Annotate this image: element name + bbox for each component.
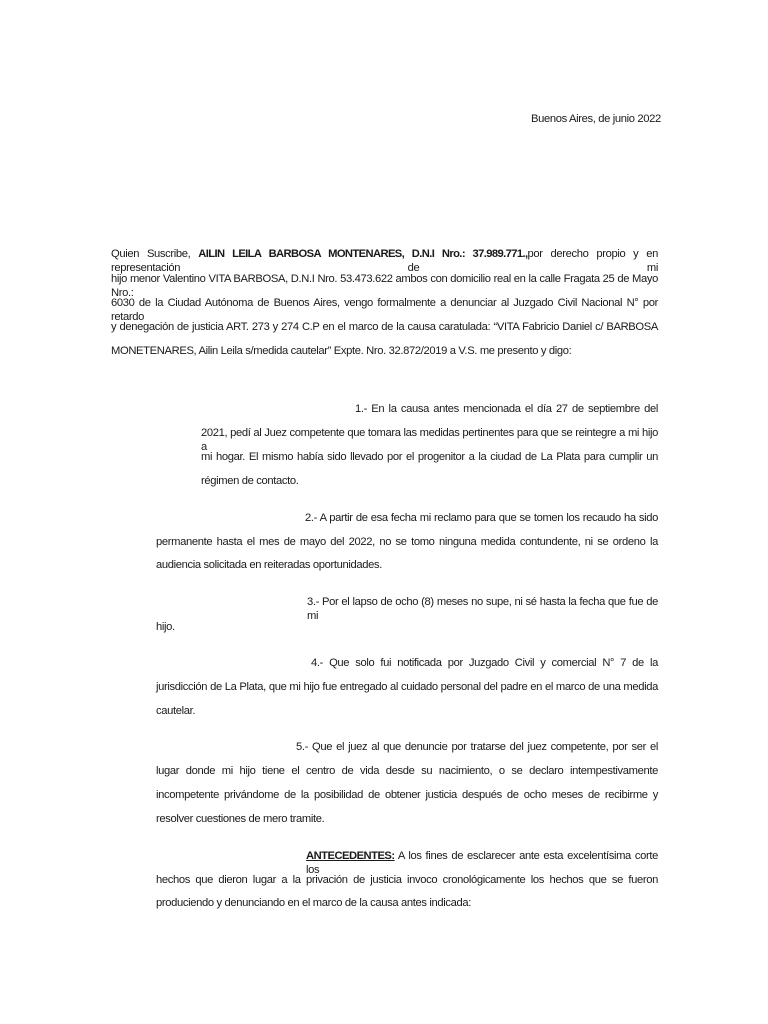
applicant-name-id: AILIN LEILA BARBOSA MONTENARES, D.N.I Nro.: 37.989.771., bbox=[198, 248, 528, 260]
intro-line-1 bbox=[111, 247, 658, 275]
item-3-line-1: 3.- Por el lapso de ocho (8) meses no supe, ni sé hasta la fecha que fue de mi bbox=[307, 596, 658, 622]
intro-prefix: Quien Suscribe, bbox=[111, 248, 199, 260]
antecedentes-line-2: hechos que dieron lugar a la privación de justicia invoco cronológicamente los hechos que se fueron bbox=[156, 874, 658, 886]
item-3-line-2: hijo. bbox=[156, 621, 175, 633]
item-2-line-3: audiencia solicitada en reiteradas oportunidades. bbox=[156, 559, 383, 571]
item-5-line-4: resolver cuestiones de mero tramite. bbox=[156, 813, 325, 825]
item-4-line-3: cautelar. bbox=[156, 705, 196, 717]
item-1-line-4: régimen de contacto. bbox=[201, 475, 299, 487]
intro-line-5: MONETENARES, Ailin Leila s/medida cautelar” Expte. Nro. 32.872/2019 a V.S. me presento y digo: bbox=[111, 345, 572, 357]
item-1-line-1: 1.- En la causa antes mencionada el día 27 de septiembre del bbox=[355, 403, 658, 415]
item-5-line-2: lugar donde mi hijo tiene el centro de vida desde su nacimiento, o se declaro intempestivamente bbox=[156, 765, 658, 777]
item-1-line-2: 2021, pedí al Juez competente que tomara las medidas pertinentes para que se reintegre a mi hijo a bbox=[201, 427, 658, 453]
intro-line-4: y denegación de justicia ART. 273 y 274 C.P en el marco de la causa caratulada: “VITA Fabricio Daniel c/ BARBOSA bbox=[111, 321, 658, 333]
intro-line-3: 6030 de la Ciudad Autónoma de Buenos Aires, vengo formalmente a denunciar al Juzgado Civil Nacional N° por retardo bbox=[111, 297, 658, 323]
item-2-line-1: 2.- A partir de esa fecha mi reclamo para que se tomen los recaudo ha sido bbox=[305, 512, 658, 524]
date-line: Buenos Aires, de junio 2022 bbox=[531, 113, 661, 125]
item-5-line-1: 5.- Que el juez al que denuncie por tratarse del juez competente, por ser el bbox=[296, 741, 658, 753]
item-4-line-2: jurisdicción de La Plata, que mi hijo fue entregado al cuidado personal del padre en el marco de una medida bbox=[156, 681, 658, 693]
item-4-line-1: 4.- Que solo fui notificada por Juzgado Civil y comercial N° 7 de la bbox=[311, 657, 658, 669]
item-1-line-3: mi hogar. El mismo había sido llevado por el progenitor a la ciudad de La Plata para cumplir un bbox=[201, 451, 658, 463]
antecedentes-heading: ANTECEDENTES: bbox=[306, 850, 395, 862]
item-2-line-2: permanente hasta el mes de mayo del 2022, no se tomo ninguna medida contundente, ni se ordeno la bbox=[156, 536, 658, 548]
intro-suffix: por derecho propio y en representación de mi bbox=[111, 248, 658, 274]
antecedentes-intro: A los fines de esclarecer ante esta excelentísima corte los bbox=[306, 850, 658, 876]
antecedentes-line-3: produciendo y denunciando en el marco de la causa antes indicada: bbox=[156, 897, 471, 909]
item-5-line-3: incompetente privándome de la posibilidad de obtener justicia después de ocho meses de recibirme y bbox=[156, 789, 658, 801]
intro-line-2: hijo menor Valentino VITA BARBOSA, D.N.I Nro. 53.473.622 ambos con domicilio real en la calle Fragata 25 de Mayo Nro.: bbox=[111, 273, 658, 299]
